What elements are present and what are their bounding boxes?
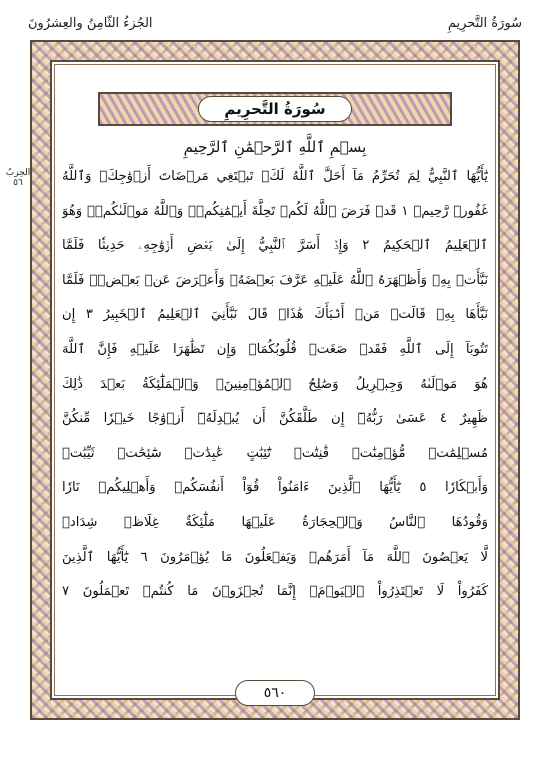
verse-line: كَفَرُواْ لَا تَعۡتَذِرُواْ ٱلۡيَوۡمَۖ إِنَّمَا تُجۡزَوۡنَ مَا كُنتُمۡ تَعۡمَلُونَ ٧ xyxy=(62,584,488,600)
verse-line: يَٰٓأَيُّهَا ٱلنَّبِيُّ لِمَ تُحَرِّمُ مَآ أَحَلَّ ٱللَّهُ لَكَۖ تَبۡتَغِي مَرۡضَاتَ أَزۡوَٰجِكَۚ وَٱللَّهُ xyxy=(62,169,488,184)
verse-line: مُسۡلِمَٰتٖ مُّؤۡمِنَٰتٖ قَٰنِتَٰتٖ تَٰٓئِبَٰتٍ عَٰبِدَٰتٖ سَٰٓئِحَٰتٖ ثَيِّبَٰتٖ xyxy=(62,445,488,461)
verse-line: وَقُودُهَا ٱلنَّاسُ وَٱلۡحِجَارَةُ عَلَيۡهَا مَلَٰٓئِكَةٌ غِلَاظٞ شِدَادٞ xyxy=(62,514,488,530)
verse-line: نَبَّأَهَا بِهِۦ قَالَتۡ مَنۡ أَنۢبَأَكَ هَٰذَاۖ قَالَ نَبَّأَنِيَ ٱلۡعَلِيمُ ٱلۡخَبِيرُ ٣ إِن xyxy=(62,307,488,323)
verse-line: ٱلۡعَلِيمُ ٱلۡحَكِيمُ ٢ وَإِذۡ أَسَرَّ ٱلنَّبِيُّ إِلَىٰ بَعۡضِ أَزۡوَٰجِهِۦ حَدِيثٗا فَلَمَّا xyxy=(62,238,488,254)
surah-title: سُورَةُ التَّحرِيمِ xyxy=(198,96,352,122)
verse-lines xyxy=(62,160,488,610)
verse-line: تَتُوبَآ إِلَى ٱللَّهِ فَقَدۡ صَغَتۡ قُلُوبُكُمَاۖ وَإِن تَظَٰهَرَا عَلَيۡهِ فَإِنَّ ٱللَّهَ xyxy=(62,341,488,357)
verse-line: نَبَّأَتۡ بِهِۦ وَأَظۡهَرَهُ ٱللَّهُ عَلَيۡهِ عَرَّفَ بَعۡضَهُۥ وَأَعۡرَضَ عَنۢ بَعۡضٖۖ فَلَمَّا xyxy=(62,272,488,288)
verse-line: لَّا يَعۡصُونَ ٱللَّهَ مَآ أَمَرَهُمۡ وَيَفۡعَلُونَ مَا يُؤۡمَرُونَ ٦ يَٰٓأَيُّهَا ٱلَّذِينَ xyxy=(62,549,488,565)
verse-line: هُوَ مَوۡلَىٰهُ وَجِبۡرِيلُ وَصَٰلِحُ ٱلۡمُؤۡمِنِينَۖ وَٱلۡمَلَٰٓئِكَةُ بَعۡدَ ذَٰلِكَ xyxy=(62,376,488,392)
verse-line: وَأَبۡكَارٗا ٥ يَٰٓأَيُّهَا ٱلَّذِينَ ءَامَنُواْ قُوٓاْ أَنفُسَكُمۡ وَأَهۡلِيكُمۡ نَارٗا xyxy=(62,480,488,496)
verse-line: ظَهِيرٌ ٤ عَسَىٰ رَبُّهُۥٓ إِن طَلَّقَكُنَّ أَن يُبۡدِلَهُۥٓ أَزۡوَٰجًا خَيۡرٗا مِّنكُنَّ xyxy=(62,411,488,427)
basmala: بِسۡمِ ٱللَّهِ ٱلرَّحۡمَٰنِ ٱلرَّحِيمِ xyxy=(183,138,367,156)
verse-line: غَفُورٞ رَّحِيمٞ ١ قَدۡ فَرَضَ ٱللَّهُ لَكُمۡ تَحِلَّةَ أَيۡمَٰنِكُمۡۚ وَٱللَّهُ مَوۡلَىٰكُمۡۖ وَهُوَ xyxy=(62,203,488,219)
hizb-label: الحِزبُ ٥٦ xyxy=(5,168,31,188)
page-number: ٥٦٠ xyxy=(235,680,315,706)
juz-header: الجُزءُ الثّامِنُ والعِشرُونَ xyxy=(28,16,153,31)
hizb-marker xyxy=(4,168,32,188)
surah-header: سُورَةُ التَّحرِيمِ xyxy=(447,16,522,31)
